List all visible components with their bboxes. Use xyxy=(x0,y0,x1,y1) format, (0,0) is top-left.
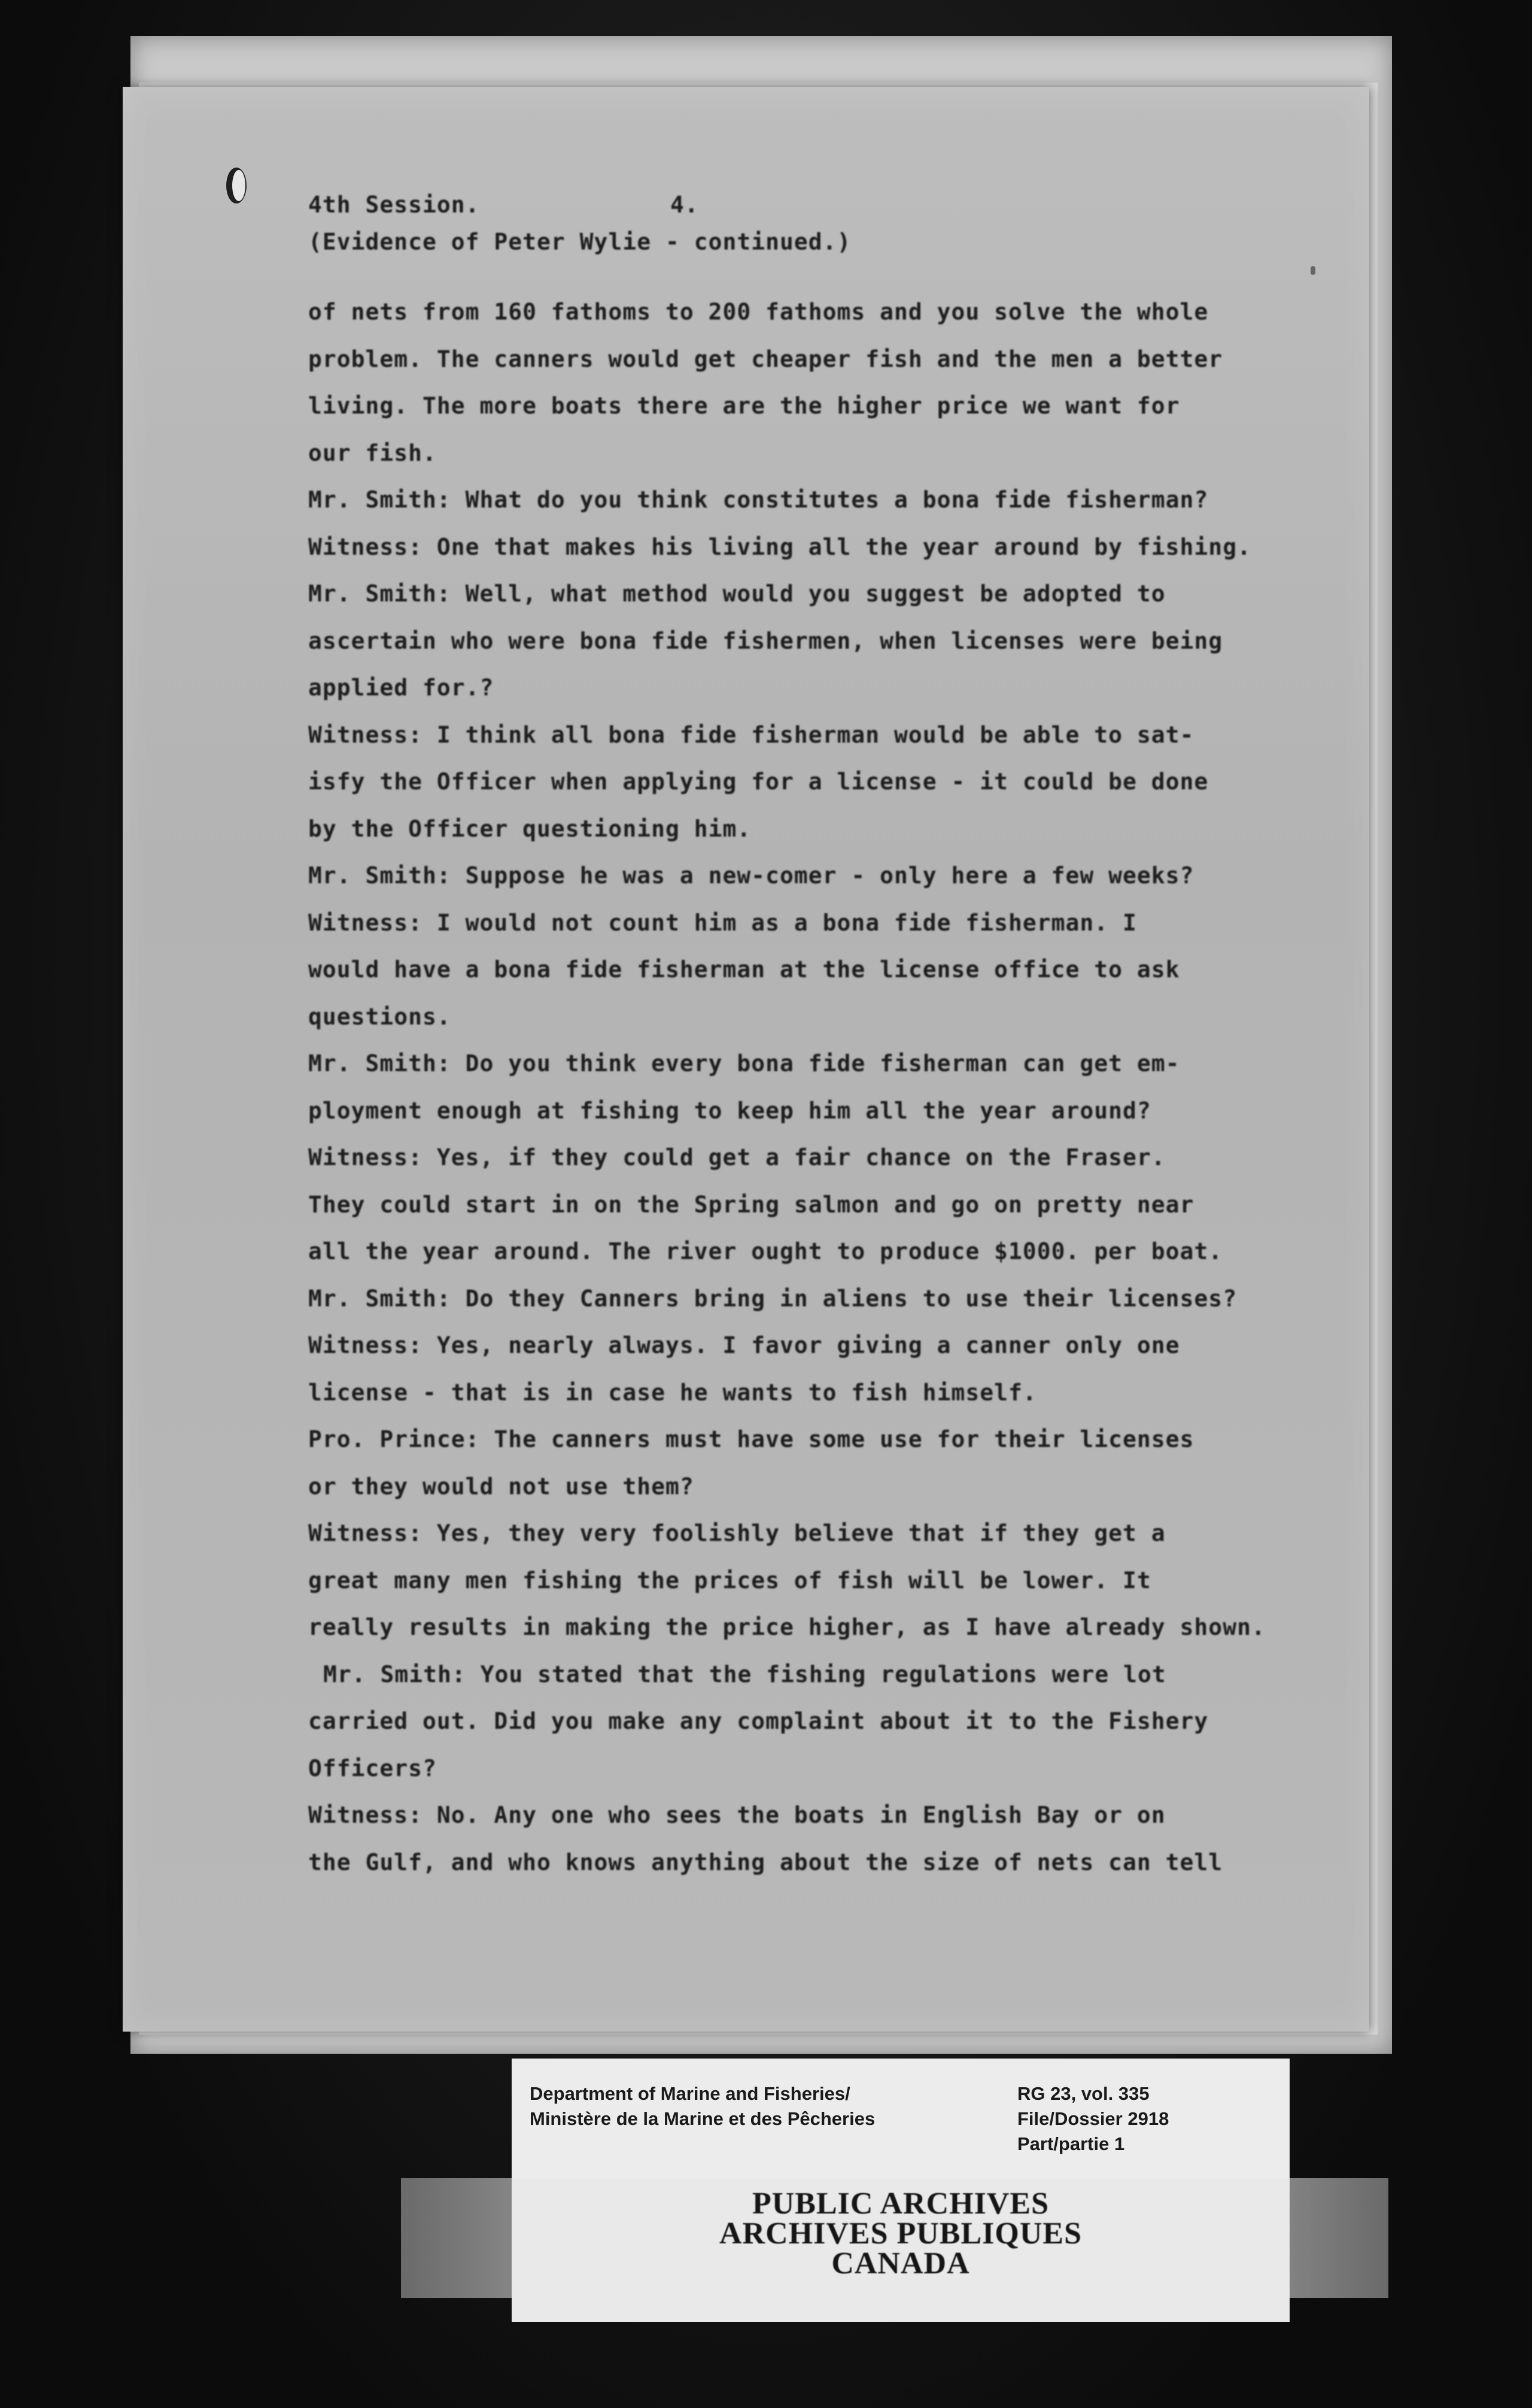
transcript-line: living. The more boats there are the higher price we want for xyxy=(308,393,1180,419)
transcript-line: carried out. Did you make any complaint about it to the Fishery xyxy=(308,1708,1209,1734)
transcript-line: really results in making the price higher, as I have already shown. xyxy=(308,1614,1266,1640)
typed-text-block xyxy=(308,191,1326,1886)
transcript-line: of nets from 160 fathoms to 200 fathoms and you solve the whole xyxy=(308,299,1209,325)
transcript-line: questions. xyxy=(308,1003,451,1030)
transcript-line: Mr. Smith: Suppose he was a new-comer - only here a few weeks? xyxy=(308,862,1194,889)
transcript-line: Pro. Prince: The canners must have some use for their licenses xyxy=(308,1426,1194,1452)
transcript-line: our fish. xyxy=(308,439,437,466)
transcript-line: Mr. Smith: You stated that the fishing regulations were lot xyxy=(323,1661,1166,1688)
transcript-line: ascertain who were bona fide fishermen, when licenses were being xyxy=(308,627,1223,654)
transcript-line: Mr. Smith: Well, what method would you suggest be adopted to xyxy=(308,580,1166,607)
transcript-line: all the year around. The river ought to produce $1000. per boat. xyxy=(308,1238,1223,1264)
archive-label xyxy=(512,2059,1290,2196)
reference-block xyxy=(1017,2081,1169,2157)
file-number: File/Dossier 2918 xyxy=(1017,2108,1169,2129)
stamp-text xyxy=(512,2189,1290,2279)
transcript-line: Witness: I think all bona fide fisherman would be able to sat- xyxy=(308,721,1194,748)
punch-hole xyxy=(226,168,247,203)
department-en: Department of Marine and Fisheries/ xyxy=(530,2083,850,2104)
transcript-line: Mr. Smith: Do they Canners bring in aliens to use their licenses? xyxy=(308,1285,1238,1312)
transcript-line: isfy the Officer when applying for a license - it could be done xyxy=(308,768,1209,795)
transcript-line: ployment enough at fishing to keep him all the year around? xyxy=(308,1097,1151,1124)
transcript-line: Witness: Yes, they very foolishly believe that if they get a xyxy=(308,1520,1166,1546)
transcript-line: Mr. Smith: What do you think constitutes a bona fide fisherman? xyxy=(308,487,1209,513)
page-number: 4. xyxy=(670,191,699,218)
transcript-line: great many men fishing the prices of fish will be lower. It xyxy=(308,1567,1151,1594)
transcript-line: Witness: One that makes his living all the year around by fishing. xyxy=(308,533,1251,560)
part-number: Part/partie 1 xyxy=(1017,2133,1125,2154)
transcript-line: problem. The canners would get cheaper fish and the men a better xyxy=(308,345,1223,372)
department-fr: Ministère de la Marine et des Pêcheries xyxy=(530,2108,876,2129)
stamp-line-3: CANADA xyxy=(831,2246,970,2281)
record-group: RG 23, vol. 335 xyxy=(1017,2083,1150,2104)
transcript-line: Witness: I would not count him as a bona fide fisherman. I xyxy=(308,909,1137,936)
evidence-subtitle: (Evidence of Peter Wylie - continued.) xyxy=(308,229,852,255)
archives-stamp xyxy=(512,2178,1290,2322)
session-label: 4th Session. xyxy=(308,191,480,218)
stamp-line-1: PUBLIC ARCHIVES xyxy=(752,2187,1050,2221)
transcript-line: Mr. Smith: Do you think every bona fide fisherman can get em- xyxy=(308,1050,1180,1077)
transcript-line: applied for.? xyxy=(308,674,494,701)
transcript-line: by the Officer questioning him. xyxy=(308,815,752,842)
page-header xyxy=(308,191,1326,229)
transcript-line: Officers? xyxy=(308,1755,437,1781)
stamp-line-2: ARCHIVES PUBLIQUES xyxy=(719,2217,1083,2251)
transcript-line: or they would not use them? xyxy=(308,1473,694,1500)
transcript-line: Witness: Yes, if they could get a fair chance on the Fraser. xyxy=(308,1144,1166,1170)
department-block xyxy=(530,2081,875,2132)
transcript-line: Witness: Yes, nearly always. I favor giving a canner only one xyxy=(308,1332,1180,1358)
transcript-body xyxy=(308,288,1326,1886)
transcript-line: would have a bona fide fisherman at the license office to ask xyxy=(308,956,1180,983)
transcript-line: They could start in on the Spring salmon and go on pretty near xyxy=(308,1191,1194,1218)
transcript-line: license - that is in case he wants to fish himself. xyxy=(308,1379,1037,1406)
transcript-line: the Gulf, and who knows anything about the size of nets can tell xyxy=(308,1848,1223,1875)
transcript-line: Witness: No. Any one who sees the boats in English Bay or on xyxy=(308,1802,1166,1828)
